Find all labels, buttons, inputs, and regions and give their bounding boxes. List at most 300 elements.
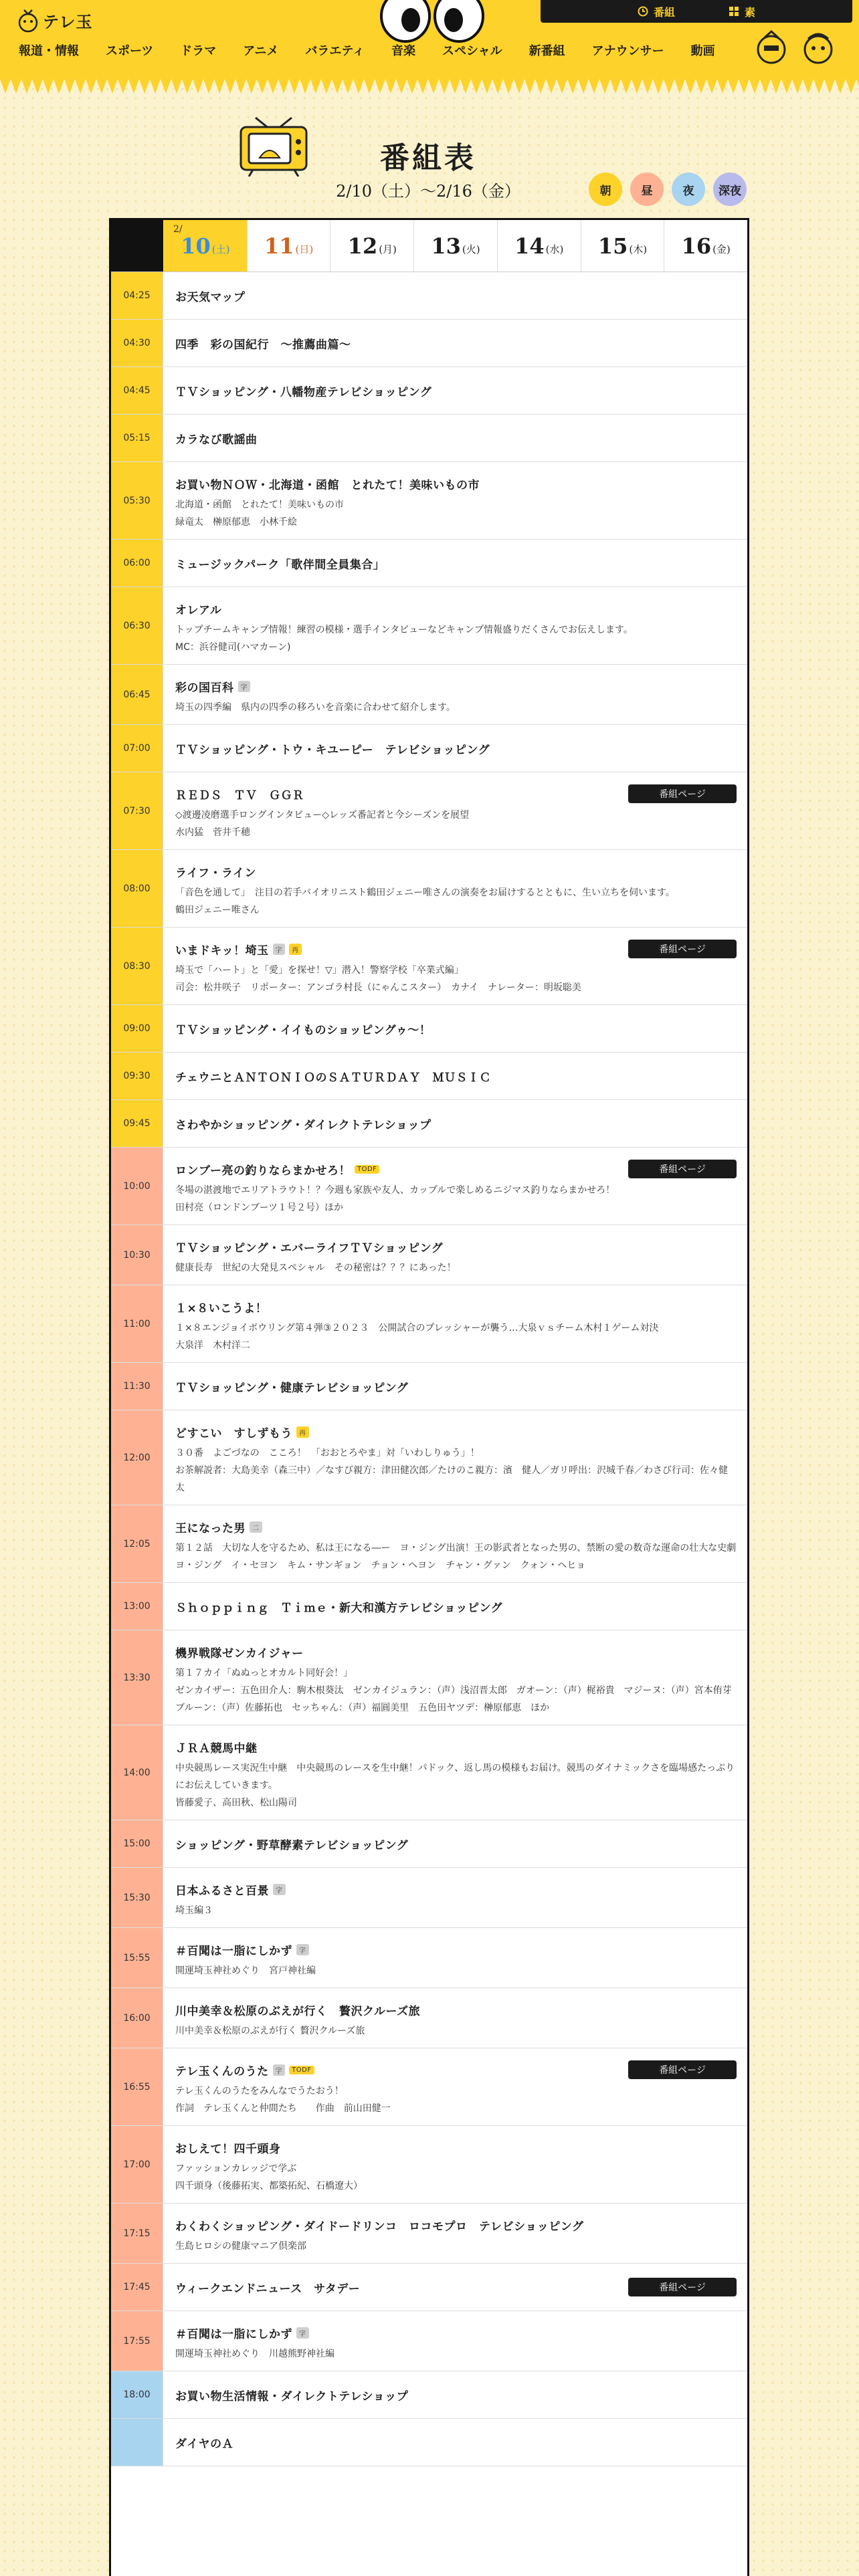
- program-description-line: 皆藤愛子、高田秋、松山陽司: [175, 1798, 297, 1808]
- time-filter-group: [589, 173, 747, 206]
- character-eyes-icon: [379, 0, 486, 43]
- program-start-time: 14:00: [111, 1725, 163, 1820]
- program-title[interactable]: [175, 2139, 737, 2156]
- date-range: 2/10（土）〜2/16（金）: [336, 182, 520, 201]
- program-list: [111, 272, 747, 2466]
- program-info: [163, 1363, 747, 1410]
- program-info: [163, 665, 747, 724]
- program-description: [175, 807, 737, 841]
- day-tab-13[interactable]: [413, 220, 497, 272]
- program-description: [175, 2160, 737, 2195]
- program-info: [163, 928, 747, 1004]
- day-tab-weekday: (火): [462, 243, 480, 255]
- program-info: [163, 772, 747, 849]
- main-nav: [19, 41, 742, 59]
- program-row[interactable]: [111, 2311, 747, 2371]
- program-row[interactable]: [111, 1053, 747, 1100]
- program-info: [163, 272, 747, 319]
- program-row[interactable]: [111, 1225, 747, 1285]
- program-row[interactable]: [111, 2264, 747, 2311]
- program-badge: 字: [238, 681, 251, 692]
- teletama-character-icon[interactable]: [755, 29, 788, 68]
- program-row[interactable]: [111, 1410, 747, 1505]
- nav-item-anime[interactable]: アニメ: [243, 44, 279, 58]
- program-title-text: 機界戦隊ゼンカイジャー: [175, 1647, 304, 1660]
- nav-item-sports[interactable]: スポーツ: [106, 44, 154, 58]
- program-title-text: １×８いこうよ！: [175, 1302, 268, 1315]
- program-info: [163, 320, 747, 366]
- program-description: [175, 1962, 737, 1979]
- program-description-line: ヨ・ジング イ・セヨン キム・サンギョン チョン・ヘヨン チャン・グァン クォン・ヘヒョ: [175, 1560, 586, 1571]
- program-info: [163, 2371, 747, 2418]
- program-badge: 字: [296, 2327, 309, 2339]
- program-description: [175, 1259, 737, 1277]
- program-description-line: 開運埼玉神社めぐり 宮戸神社編: [175, 1965, 316, 1976]
- day-tab-date: 14: [514, 233, 545, 259]
- program-title[interactable]: [175, 1068, 491, 1085]
- program-info: [163, 1868, 747, 1927]
- program-start-time: 11:00: [111, 1285, 163, 1362]
- program-start-time: 12:05: [111, 1505, 163, 1582]
- program-description-line: 埼玉で「ハート」と「愛」を探せ！▽」潜入！警察学校「卒業式編」: [175, 965, 464, 976]
- program-info: [163, 2311, 747, 2371]
- time-filter-latenight[interactable]: 深夜: [713, 173, 747, 206]
- program-description-line: テレ玉くんのうたをみんなでうたおう！: [175, 2086, 344, 2097]
- program-title[interactable]: [175, 678, 737, 695]
- program-badge: 字: [296, 1944, 309, 1955]
- program-info: [163, 367, 747, 414]
- program-title[interactable]: [175, 1519, 737, 1535]
- program-title[interactable]: [175, 2279, 360, 2296]
- page-title: 番組表: [380, 141, 476, 175]
- program-start-time: 09:30: [111, 1053, 163, 1099]
- program-start-time: 04:30: [111, 320, 163, 366]
- program-title-text: ＪＲＡ競馬中継: [175, 1742, 258, 1755]
- program-title-text: おしえて！四千頭身: [175, 2143, 281, 2156]
- program-title[interactable]: [175, 383, 432, 399]
- program-start-time: [111, 2419, 163, 2466]
- program-title-text: わくわくショッピング・ダイドードリンコ ロコモプロ テレビショッピング: [175, 2220, 584, 2234]
- program-row[interactable]: [111, 2126, 747, 2204]
- program-info: [163, 1148, 747, 1224]
- program-title[interactable]: [175, 475, 737, 492]
- program-start-time: 17:15: [111, 2204, 163, 2263]
- program-badge: 字: [273, 944, 286, 955]
- program-title-text: カラなび歌謡曲: [175, 433, 258, 447]
- program-start-time: 15:55: [111, 1928, 163, 1988]
- program-info: [163, 725, 747, 772]
- program-description-line: 健康長寿 世紀の大発見スペシャル その秘密は？？？にあった！: [175, 1263, 456, 1273]
- schedule-link[interactable]: [638, 4, 675, 19]
- program-title-text: お天気マップ: [175, 290, 246, 304]
- program-title-text: チェウニとＡＮＴＯＮＩＯのＳＡＴＵＲＤＡＹ ＭＵＳＩＣ: [175, 1071, 491, 1085]
- program-description: [175, 2082, 737, 2117]
- program-title-text: ショッピング・野草酵素テレビショッピング: [175, 1838, 409, 1852]
- program-start-time: 09:45: [111, 1100, 163, 1147]
- program-row[interactable]: [111, 1988, 747, 2048]
- day-tab-date: 12: [347, 233, 378, 259]
- program-start-time: 06:30: [111, 587, 163, 664]
- program-description-line: トップチームキャンプ情報！練習の模様・選手インタビューなどキャンプ情報盛りだくさんでお伝えします。: [175, 625, 633, 635]
- nav-item-new[interactable]: 新番組: [529, 44, 565, 58]
- day-tab-14[interactable]: [497, 220, 581, 272]
- program-start-time: 09:00: [111, 1005, 163, 1052]
- program-start-time: 04:25: [111, 272, 163, 319]
- program-start-time: 10:00: [111, 1148, 163, 1224]
- program-description: [175, 1665, 741, 1717]
- program-info: [163, 850, 747, 927]
- program-row[interactable]: [111, 1583, 747, 1630]
- material-link[interactable]: [729, 4, 755, 19]
- program-badge: 再: [289, 944, 302, 955]
- program-row[interactable]: [111, 462, 747, 540]
- program-description-line: 川中美幸＆松原のぶえが行く 贅沢クルーズ旅: [175, 2026, 365, 2036]
- program-description-line: 北海道・函館 とれたて！美味いもの市: [175, 500, 344, 510]
- program-row[interactable]: [111, 1285, 747, 1363]
- header-zigzag-edge: [0, 79, 859, 99]
- program-info: [163, 1820, 747, 1867]
- program-row[interactable]: [111, 928, 747, 1005]
- program-title-text: いまドキッ！埼玉: [175, 944, 269, 958]
- program-title[interactable]: [175, 2325, 737, 2341]
- program-title-text: ライフ・ライン: [175, 867, 256, 880]
- program-start-time: 05:30: [111, 462, 163, 539]
- program-row[interactable]: [111, 1100, 747, 1148]
- program-description-line: ファッションカレッジで学ぶ: [175, 2163, 297, 2174]
- program-start-time: 13:30: [111, 1630, 163, 1725]
- program-description-line: 四千頭身（後藤拓実、都築拓紀、石橋遼大）: [175, 2181, 363, 2191]
- day-tab-weekday: (日): [295, 243, 314, 255]
- program-description-line: 作詞 テレ玉くんと仲間たち 作曲 前山田健一: [175, 2103, 391, 2114]
- program-info: [163, 1100, 747, 1147]
- day-tabs: [111, 220, 747, 272]
- program-info: [163, 2204, 747, 2263]
- program-description-line: 「音色を通して」 注目の若手バイオリニスト鶴田ジェニー唯さんの演奏をお届けするとともに、生い立ちを伺います。: [175, 887, 675, 898]
- program-title[interactable]: [175, 2002, 737, 2018]
- program-start-time: 07:30: [111, 772, 163, 849]
- program-info: [163, 1410, 747, 1505]
- tv-character-icon: [235, 111, 312, 177]
- program-info: [163, 1725, 747, 1820]
- program-description: [175, 699, 737, 716]
- program-description-line: 水内猛 菅井千穂: [175, 827, 250, 838]
- program-description-line: 第１７カイ「ぬぬっとオカルト同好会！」: [175, 1668, 353, 1679]
- program-page-button[interactable]: 番組ページ: [628, 2278, 737, 2296]
- program-title-text: ＲＥＤＳ ＴＶ ＧＧＲ: [175, 789, 304, 802]
- program-schedule: [109, 218, 749, 2576]
- program-description-line: MC：浜谷健司(ハマカーン): [175, 642, 291, 653]
- program-start-time: 16:55: [111, 2048, 163, 2125]
- program-title-text: ＃百聞は一脂にしかず: [175, 2328, 292, 2341]
- program-title-text: ウィークエンドニュース サタデー: [175, 2282, 361, 2296]
- program-start-time: 11:30: [111, 1363, 163, 1410]
- program-description-line: お茶解説者：大島美幸（森三中）／なすび親方：津田健次郎／たけのこ親方：濱 健人／ガリ呼出：沢城千春／わさび行司：佐々健太: [175, 1465, 728, 1493]
- program-row[interactable]: [111, 2204, 747, 2264]
- program-row[interactable]: [111, 1928, 747, 1988]
- program-row[interactable]: [111, 320, 747, 367]
- program-badge: 二: [250, 1521, 262, 1533]
- program-info: [163, 1053, 747, 1099]
- program-start-time: 15:30: [111, 1868, 163, 1927]
- teletama-logo-icon: [17, 7, 39, 33]
- day-tab-date: 11: [264, 233, 294, 259]
- program-start-time: 06:45: [111, 665, 163, 724]
- program-description: [175, 1182, 737, 1216]
- day-tab-date: 10: [181, 233, 211, 259]
- program-start-time: 17:00: [111, 2126, 163, 2203]
- material-link-label: 素: [745, 5, 756, 19]
- program-row[interactable]: [111, 1505, 747, 1583]
- program-title[interactable]: [175, 335, 351, 352]
- time-filter-morning[interactable]: 朝: [589, 173, 622, 206]
- program-description-line: 中央競馬レース実況生中継 中央競馬のレースを生中継！パドック、返し馬の模様もお届け。競馬のダイナミックさを臨場感たっぷりにお伝えしていきます。: [175, 1763, 735, 1791]
- program-info: [163, 1988, 747, 2048]
- program-title-text: ＴＶショッピング・八幡物産テレビショッピング: [175, 385, 432, 399]
- program-start-time: 05:15: [111, 415, 163, 461]
- program-title[interactable]: [175, 1941, 737, 1958]
- program-title[interactable]: [175, 863, 737, 880]
- program-info: [163, 2048, 747, 2125]
- program-description: [175, 1902, 737, 1919]
- program-page-button[interactable]: 番組ページ: [628, 2060, 737, 2079]
- program-start-time: 04:45: [111, 367, 163, 414]
- program-info: [163, 1285, 747, 1362]
- program-description: [175, 2345, 737, 2363]
- day-tab-month: 2/: [173, 224, 183, 235]
- program-description-line: １×８エンジョイボウリング第４弾③２０２３ 公開試合のプレッシャーが襲う…大泉ｖｓチーム木村１ゲーム対決: [175, 1323, 659, 1333]
- program-info: [163, 1583, 747, 1630]
- day-tab-weekday: (金): [712, 243, 731, 255]
- program-row[interactable]: [111, 772, 747, 850]
- program-page-button[interactable]: 番組ページ: [628, 940, 737, 958]
- site-logo[interactable]: [17, 7, 93, 33]
- program-title[interactable]: [175, 1881, 737, 1898]
- program-description-line: 大泉洋 木村洋二: [175, 1340, 250, 1351]
- site-header: [0, 0, 859, 79]
- program-description: [175, 496, 737, 531]
- program-description: [175, 962, 737, 996]
- program-row[interactable]: [111, 725, 747, 772]
- program-description-line: 冬場の湛渡地でエリアトラウト！？今週も家族や友人、カップルで楽しめるニジマス釣りならまかせろ！: [175, 1185, 615, 1196]
- program-description: [175, 2022, 737, 2040]
- second-character-icon[interactable]: [801, 29, 835, 68]
- program-row[interactable]: [111, 415, 747, 462]
- program-info: [163, 587, 747, 664]
- program-info: [163, 1928, 747, 1988]
- program-title[interactable]: [175, 1739, 737, 1755]
- program-title[interactable]: [175, 1836, 408, 1852]
- program-title-text: ＃百聞は一脂にしかず: [175, 1945, 292, 1958]
- day-tab-12[interactable]: [330, 220, 413, 272]
- program-row[interactable]: [111, 1005, 747, 1053]
- program-title[interactable]: [175, 1115, 432, 1132]
- program-start-time: 08:30: [111, 928, 163, 1004]
- top-utility-bar: [541, 0, 852, 23]
- program-description: [175, 1759, 737, 1812]
- program-title[interactable]: [175, 2217, 737, 2234]
- nav-item-video[interactable]: 動画: [690, 44, 715, 58]
- clock-icon: [638, 6, 648, 17]
- nav-item-music[interactable]: 音楽: [391, 44, 415, 58]
- program-description-line: 司会：松井咲子 リポーター：アンゴラ村長（にゃんこスター） カナイ ナレーター：明坂聡美: [175, 982, 581, 993]
- program-description-line: 生島ヒロシの健康マニア倶楽部: [175, 2241, 306, 2252]
- day-tab-date: 16: [681, 233, 712, 259]
- program-title[interactable]: [175, 430, 258, 447]
- program-title-text: ロンブー亮の釣りならまかせろ！: [175, 1164, 351, 1178]
- program-info: [163, 1630, 747, 1725]
- program-title[interactable]: [175, 555, 385, 572]
- program-title-text: ＴＶショッピング・健康テレビショッピング: [175, 1381, 409, 1395]
- program-info: [163, 1225, 747, 1285]
- program-row[interactable]: [111, 1148, 747, 1225]
- program-info: [163, 415, 747, 461]
- grid-icon: [729, 6, 739, 17]
- program-title[interactable]: [175, 1424, 737, 1440]
- day-tab-date: 15: [597, 233, 628, 259]
- program-description: [175, 1539, 737, 1574]
- nav-item-variety[interactable]: バラエティ: [305, 44, 365, 58]
- nav-item-special[interactable]: スペシャル: [442, 44, 502, 58]
- program-start-time: 13:00: [111, 1583, 163, 1630]
- program-row[interactable]: [111, 1868, 747, 1928]
- program-description-line: 開運埼玉神社めぐり 川越熊野神社編: [175, 2349, 335, 2359]
- program-title[interactable]: [175, 1598, 502, 1615]
- program-title-text: ＴＶショッピング・トウ・キユーピー テレビショッピング: [175, 743, 490, 757]
- program-description: [175, 1444, 737, 1497]
- program-title-text: 彩の国百科: [175, 681, 234, 695]
- program-badge: TODF: [289, 2066, 314, 2074]
- time-filter-noon[interactable]: 昼: [630, 173, 664, 206]
- program-title-text: テレ玉くんのうた: [175, 2065, 269, 2078]
- program-title[interactable]: [175, 1644, 737, 1660]
- program-title-text: 王になった男: [175, 1522, 246, 1535]
- program-title-text: お買い物ＮＯＷ・北海道・函館 とれたて！美味いもの市: [175, 479, 480, 492]
- program-info: [163, 2264, 747, 2311]
- program-start-time: 18:00: [111, 2371, 163, 2418]
- nav-item-announcer[interactable]: アナウンサー: [591, 44, 664, 58]
- program-row[interactable]: [111, 2419, 747, 2466]
- program-description-line: 田村亮（ロンドンブーツ１号２号）ほか: [175, 1202, 344, 1213]
- day-tab-15[interactable]: [581, 220, 664, 272]
- program-title-text: どすこい すしずもう: [175, 1427, 292, 1440]
- program-row[interactable]: [111, 1820, 747, 1868]
- program-description: [175, 1319, 737, 1354]
- program-start-time: 12:00: [111, 1410, 163, 1505]
- program-row[interactable]: [111, 1725, 747, 1820]
- program-title[interactable]: [175, 1299, 737, 1315]
- program-info: [163, 462, 747, 539]
- program-start-time: 10:30: [111, 1225, 163, 1285]
- day-tab-10[interactable]: [163, 220, 247, 272]
- program-title-text: ダイヤのＡ: [175, 2437, 234, 2451]
- program-badge: 再: [296, 1426, 309, 1438]
- program-title[interactable]: [175, 1021, 431, 1037]
- program-title[interactable]: [175, 2387, 408, 2403]
- program-row[interactable]: [111, 587, 747, 665]
- day-tab-16[interactable]: [664, 220, 747, 272]
- program-description-line: ゼンカイザー：五色田介人：駒木根葵汰 ゼンカイジュラン：（声）浅沼晋太郎 ガオーン：（声）梶裕貴 マジーヌ：（声）宮本侑芽 ブルーン：（声）佐藤拓也 セッちゃん：（声）福圓美里 五色田ヤツデ：榊原郁恵 ほか: [175, 1685, 741, 1713]
- program-title[interactable]: [175, 288, 245, 304]
- program-info: [163, 1005, 747, 1052]
- program-badge: 字: [273, 1884, 286, 1895]
- program-title[interactable]: [175, 1378, 408, 1395]
- day-tab-weekday: (水): [545, 243, 564, 255]
- day-tab-weekday: (月): [379, 243, 397, 255]
- program-row[interactable]: [111, 2371, 747, 2419]
- program-row[interactable]: [111, 850, 747, 928]
- program-title-text: Ｓｈｏｐｐｉｎｇ Ｔｉｍｅ・新大和漢方テレビショッピング: [175, 1601, 502, 1615]
- program-info: [163, 1505, 747, 1582]
- program-badge: 字: [273, 2064, 286, 2076]
- program-start-time: 08:00: [111, 850, 163, 927]
- program-description-line: ３０番 よごづなの こころ！ 「おおとろやま」対「いわしりゅう」！: [175, 1448, 480, 1459]
- program-row[interactable]: [111, 1363, 747, 1410]
- program-description-line: 鶴田ジェニー唯さん: [175, 905, 260, 916]
- program-row[interactable]: [111, 367, 747, 415]
- character-links: [755, 29, 835, 68]
- time-filter-evening[interactable]: 夜: [672, 173, 705, 206]
- program-info: [163, 2126, 747, 2203]
- program-description-line: 埼玉編３: [175, 1905, 213, 1916]
- program-row[interactable]: [111, 1630, 747, 1725]
- program-title-text: お買い物生活情報・ダイレクトテレショップ: [175, 2389, 409, 2403]
- program-title-text: 四季 彩の国紀行 〜推薦曲篇〜: [175, 338, 351, 352]
- day-tab-11[interactable]: [247, 220, 330, 272]
- nav-item-news[interactable]: 報道・情報: [19, 44, 79, 58]
- program-description-line: ◇渡邊凌磨選手ロングインタビュー◇レッズ番記者と今シーズンを展望: [175, 810, 470, 821]
- program-start-time: 17:55: [111, 2311, 163, 2371]
- nav-item-drama[interactable]: ドラマ: [180, 44, 217, 58]
- program-title-text: 川中美幸＆松原のぶえが行く 贅沢クルーズ旅: [175, 2005, 421, 2018]
- program-title-text: ミュージックパーク「歌伴間全員集合」: [175, 558, 385, 572]
- program-row[interactable]: [111, 2048, 747, 2126]
- program-info: [163, 540, 747, 586]
- program-description: [175, 621, 737, 656]
- program-info: [163, 2419, 747, 2466]
- program-row[interactable]: [111, 665, 747, 725]
- day-tabs-corner: [111, 220, 163, 272]
- program-description: [175, 2238, 737, 2255]
- day-tab-weekday: (土): [211, 243, 230, 255]
- program-title[interactable]: [175, 2434, 233, 2451]
- program-start-time: 06:00: [111, 540, 163, 586]
- program-title-text: オレアル: [175, 604, 222, 617]
- program-title[interactable]: [175, 601, 737, 617]
- program-title-text: ＴＶショッピング・エバーライフＴＶショッピング: [175, 1242, 444, 1255]
- program-start-time: 07:00: [111, 725, 163, 772]
- program-description-line: 第１２話 大切な人を守るため、私は王になる―ー ヨ・ジング出演！王の影武者となった男の、禁断の愛の数奇な運命の壮大な史劇: [175, 1543, 737, 1553]
- program-start-time: 15:00: [111, 1820, 163, 1867]
- program-title-text: ＴＶショッピング・イイものショッピングゥ〜！: [175, 1023, 432, 1037]
- day-tab-date: 13: [431, 233, 461, 259]
- logo-text: テレ玉: [43, 12, 93, 31]
- program-description: [175, 884, 737, 919]
- program-title-text: 日本ふるさと百景: [175, 1885, 269, 1898]
- program-start-time: 17:45: [111, 2264, 163, 2311]
- program-page-button[interactable]: 番組ページ: [628, 1160, 737, 1178]
- program-row[interactable]: [111, 540, 747, 587]
- day-tab-weekday: (木): [629, 243, 648, 255]
- program-badge: TODF: [355, 1165, 379, 1174]
- program-description-line: 埼玉の四季編 県内の四季の移ろいを音楽に合わせて紹介します。: [175, 702, 456, 713]
- program-title[interactable]: [175, 1239, 737, 1255]
- schedule-link-label: 番組: [653, 5, 675, 19]
- program-title[interactable]: [175, 740, 490, 757]
- program-title-text: さわやかショッピング・ダイレクトテレショップ: [175, 1118, 432, 1132]
- program-row[interactable]: [111, 272, 747, 320]
- program-start-time: 16:00: [111, 1988, 163, 2048]
- program-page-button[interactable]: 番組ページ: [628, 784, 737, 803]
